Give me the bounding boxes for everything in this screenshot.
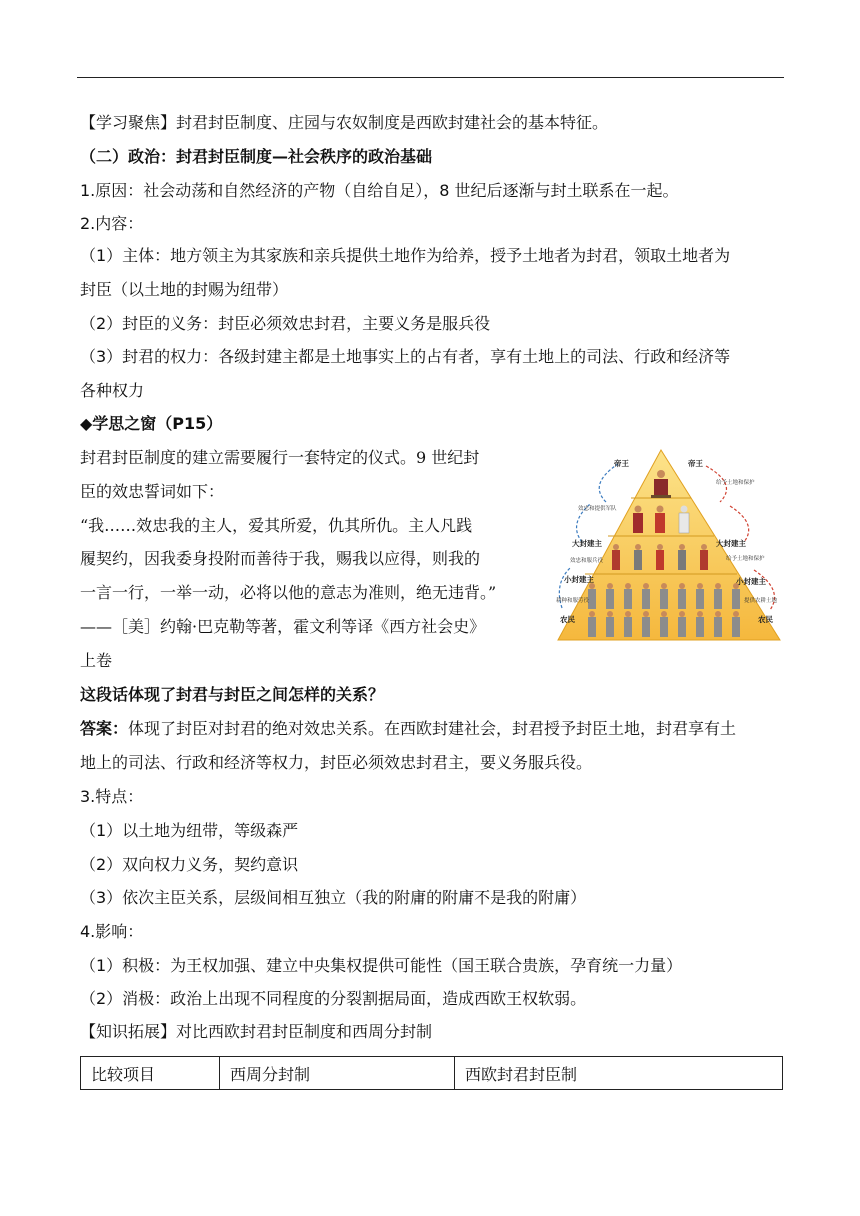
impact-negative: （2）消极：政治上出现不同程度的分裂割据局面，造成西欧王权软弱。 bbox=[80, 989, 587, 1008]
feature-3: （3）依次主臣关系，层级间相互独立（我的附庸的附庸不是我的附庸） bbox=[80, 888, 587, 907]
question: 这段话体现了封君与封臣之间怎样的关系？ bbox=[80, 685, 385, 704]
arrow-icon bbox=[599, 464, 618, 502]
label-great-lord-right: 大封建主 bbox=[716, 539, 746, 548]
label-small-lord-left: 小封建主 bbox=[564, 575, 594, 584]
lord-rights-line-1: （3）封君的权力：各级封建主都是土地事实上的占有者，享有土地上的司法、行政和经济等 bbox=[80, 347, 731, 366]
table-header-cell: 西欧封君封臣制 bbox=[455, 1057, 783, 1090]
vassal-duty: （2）封臣的义务：封臣必须效忠封君，主要义务是服兵役 bbox=[80, 314, 491, 333]
comparison-table bbox=[80, 1056, 783, 1090]
table-header-row bbox=[81, 1057, 783, 1090]
note-provide-land: 提供农耕土地 bbox=[744, 598, 778, 604]
subject-line-1: （1）主体：地方领主为其家族和亲兵提供土地作为给养，授予土地者为封君，领取土地者为 bbox=[80, 246, 731, 265]
label-peasant-left: 农民 bbox=[560, 615, 575, 624]
section-title: （二）政治：封君封臣制度—社会秩序的政治基础 bbox=[80, 147, 433, 166]
feudal-pyramid-figure bbox=[548, 444, 790, 642]
note-farming-service: 耕种和服劳役 bbox=[556, 598, 590, 604]
learning-focus: 【学习聚焦】封君封臣制度、庄园与农奴制度是西欧封建社会的基本特征。 bbox=[80, 113, 609, 132]
window-text-line: “我……效忠我的主人，爱其所爱，仇其所仇。主人凡践 bbox=[80, 516, 473, 535]
great-lords-figure-icon bbox=[633, 506, 689, 534]
label-emperor-right: 帝王 bbox=[688, 459, 703, 468]
answer-line-2: 地上的司法、行政和经济等权力，封臣必须效忠封君主，要义务服兵役。 bbox=[80, 753, 593, 772]
window-text-line: ——［美］约翰·巴克勒等著，霍文利等译《西方社会史》 bbox=[80, 617, 486, 636]
lord-rights-line-2: 各种权力 bbox=[80, 381, 145, 400]
note-land-protect-2: 给予土地和保护 bbox=[726, 556, 765, 562]
features-heading: 3.特点： bbox=[80, 787, 144, 806]
note-loyalty-service: 效忠和服兵役 bbox=[570, 558, 604, 564]
table-header-cell: 西周分封制 bbox=[220, 1057, 455, 1090]
subject-line-2: 封臣（以土地的封赐为纽带） bbox=[80, 280, 289, 299]
impact-heading: 4.影响： bbox=[80, 922, 144, 941]
feature-2: （2）双向权力义务，契约意识 bbox=[80, 855, 299, 874]
answer-line-1 bbox=[80, 718, 736, 740]
label-peasant-right: 农民 bbox=[758, 615, 773, 624]
answer-text: 体现了封臣对封君的绝对效忠关系。在西欧封建社会，封君授予封臣土地，封君享有土 bbox=[128, 719, 737, 738]
header-rule bbox=[77, 77, 784, 78]
window-text-line: 封君封臣制度的建立需要履行一套特定的仪式。9 世纪封 bbox=[80, 448, 480, 467]
window-text-line: 履契约，因我委身投附而善待于我，赐我以应得，则我的 bbox=[80, 549, 481, 568]
cause-line: 1.原因：社会动荡和自然经济的产物（自给自足），8 世纪后逐渐与封土联系在一起。 bbox=[80, 181, 679, 200]
label-great-lord-left: 大封建主 bbox=[572, 539, 602, 548]
window-text-line: 上卷 bbox=[80, 651, 113, 670]
content-heading: 2.内容： bbox=[80, 214, 144, 233]
knowledge-extension: 【知识拓展】对比西欧封君封臣制度和西周分封制 bbox=[80, 1022, 433, 1041]
feature-1: （1）以土地为纽带，等级森严 bbox=[80, 821, 299, 840]
label-small-lord-right: 小封建主 bbox=[736, 577, 766, 586]
table-header-cell: 比较项目 bbox=[81, 1057, 220, 1090]
note-land-protect-1: 给予土地和保护 bbox=[716, 480, 755, 486]
note-loyalty-military: 效忠和提供军队 bbox=[578, 506, 617, 512]
window-text-line: 一言一行，一举一动，必将以他的意志为准则，绝无违背。” bbox=[80, 583, 497, 602]
impact-positive: （1）积极：为王权加强、建立中央集权提供可能性（国王联合贵族，孕育统一力量） bbox=[80, 956, 683, 975]
window-title: ◆学思之窗（P15） bbox=[80, 414, 223, 433]
arrow-icon bbox=[730, 506, 749, 542]
answer-label: 答案： bbox=[80, 719, 129, 738]
label-emperor-left: 帝王 bbox=[614, 459, 629, 468]
window-text-line: 臣的效忠誓词如下： bbox=[80, 482, 225, 501]
